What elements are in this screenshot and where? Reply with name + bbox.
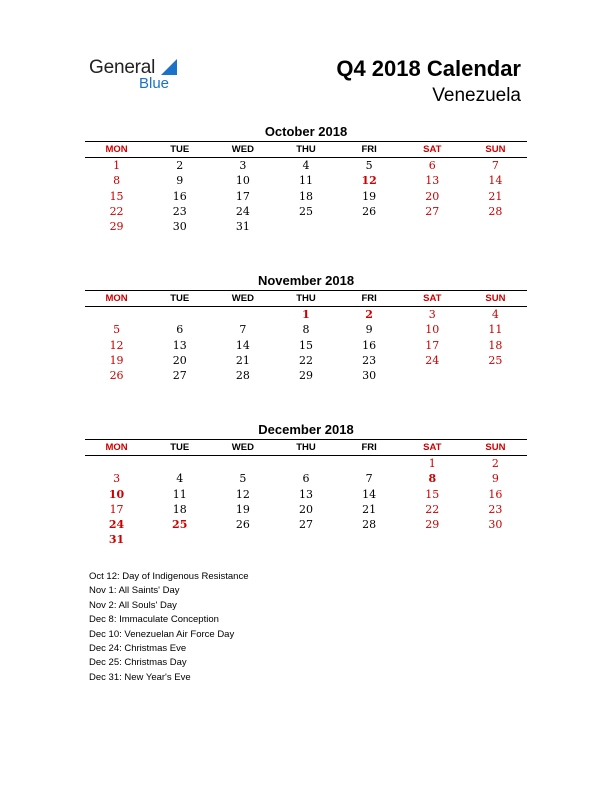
- day-cell: 26: [362, 204, 377, 218]
- week-row: [85, 502, 527, 517]
- week-row: [85, 353, 527, 368]
- day-cell: 16: [488, 487, 503, 501]
- day-cell: 16: [172, 189, 187, 203]
- weekday-header-row: [85, 439, 527, 456]
- day-cell: [464, 219, 527, 234]
- day-cell: [85, 456, 148, 471]
- weekday-header: THU: [296, 144, 316, 155]
- week-row: [85, 173, 527, 188]
- logo-text-general: General: [89, 57, 156, 78]
- day-cell: 11: [172, 487, 187, 501]
- day-cell: 6: [302, 472, 310, 486]
- weekday-header: THU: [296, 293, 316, 304]
- day-cell: 25: [172, 518, 188, 532]
- day-cell: 28: [235, 369, 250, 383]
- day-cell: [338, 456, 401, 471]
- day-cell: 3: [239, 159, 247, 172]
- day-cell: [464, 368, 527, 383]
- day-cell: 18: [298, 189, 313, 203]
- week-row: [85, 219, 527, 234]
- day-cell: 9: [176, 174, 184, 188]
- day-cell: 24: [108, 518, 125, 532]
- day-cell: 20: [425, 189, 440, 203]
- day-cell: 13: [172, 338, 187, 352]
- day-cell: 18: [172, 502, 187, 516]
- weekday-header: WED: [231, 442, 254, 453]
- day-cell: 10: [425, 323, 440, 337]
- day-cell: 24: [235, 204, 250, 218]
- day-cell: 9: [365, 323, 373, 337]
- weekday-header: SUN: [485, 144, 506, 155]
- holiday-entry: Dec 8: Immaculate Conception: [89, 614, 219, 626]
- weekday-header: THU: [296, 442, 316, 453]
- day-cell: 27: [425, 204, 440, 218]
- day-cell: 22: [109, 204, 124, 218]
- day-cell: 7: [365, 472, 373, 486]
- weekday-header: SUN: [485, 442, 506, 453]
- day-cell: [401, 368, 464, 383]
- day-cell: 13: [425, 174, 440, 188]
- day-cell: [148, 532, 211, 547]
- day-cell: 21: [235, 353, 250, 367]
- day-cell: 15: [109, 189, 124, 203]
- day-cell: 20: [298, 502, 313, 516]
- day-cell: 31: [235, 220, 250, 234]
- day-cell: 29: [109, 220, 124, 234]
- page-title: Q4 2018 Calendar: [336, 56, 521, 81]
- day-cell: 23: [172, 204, 187, 218]
- week-row: [85, 189, 527, 204]
- day-cell: 1: [113, 159, 121, 172]
- holiday-entry: Dec 25: Christmas Day: [89, 657, 187, 669]
- month-calendar: [85, 123, 527, 234]
- weekday-header: SAT: [423, 293, 442, 304]
- weekday-header: TUE: [170, 293, 190, 304]
- day-cell: 3: [428, 308, 436, 321]
- weekday-header: WED: [231, 144, 254, 155]
- day-cell: 5: [113, 323, 121, 337]
- day-cell: 22: [298, 353, 313, 367]
- day-cell: 2: [176, 159, 184, 172]
- day-cell: 5: [239, 472, 247, 486]
- month-calendar: [85, 421, 527, 548]
- day-cell: 7: [239, 323, 247, 337]
- weekday-header: MON: [105, 442, 128, 453]
- day-cell: 21: [488, 189, 503, 203]
- holiday-entry: Dec 10: Venezuelan Air Force Day: [89, 628, 235, 640]
- holiday-entry: Oct 12: Day of Indigenous Resistance: [89, 571, 249, 582]
- day-cell: 6: [176, 323, 184, 337]
- day-cell: 14: [235, 338, 250, 352]
- week-row: [85, 368, 527, 383]
- day-cell: 13: [298, 487, 313, 501]
- weekday-header: SUN: [485, 293, 506, 304]
- week-row: [85, 338, 527, 353]
- week-row: [85, 487, 527, 502]
- month-title: November 2018: [257, 273, 355, 288]
- day-cell: [274, 532, 337, 547]
- day-cell: 17: [425, 338, 440, 352]
- day-cell: 30: [362, 369, 377, 383]
- day-cell: 27: [172, 369, 187, 383]
- week-row: [85, 532, 527, 547]
- week-row: [85, 322, 527, 337]
- day-cell: 1: [428, 457, 436, 470]
- day-cell: 4: [176, 472, 184, 486]
- day-cell: 12: [235, 487, 250, 501]
- weekday-header: SAT: [423, 442, 442, 453]
- day-cell: 20: [172, 353, 187, 367]
- weekday-header: TUE: [170, 442, 190, 453]
- day-cell: 17: [109, 502, 124, 516]
- day-cell: 1: [302, 308, 310, 321]
- weekday-header: TUE: [170, 144, 190, 155]
- day-cell: 12: [361, 174, 377, 188]
- day-cell: [211, 456, 274, 471]
- brand-logo: [89, 55, 189, 95]
- day-cell: 5: [365, 159, 373, 172]
- day-cell: 21: [362, 502, 377, 516]
- week-row: [85, 158, 527, 173]
- day-cell: 8: [113, 174, 121, 188]
- day-cell: 4: [302, 159, 310, 172]
- day-cell: 10: [108, 487, 125, 501]
- week-row: [85, 204, 527, 219]
- logo-text-blue: Blue: [139, 75, 170, 92]
- holiday-entry: Dec 31: New Year's Eve: [89, 671, 191, 683]
- weekday-header-row: [85, 290, 527, 307]
- day-cell: 25: [298, 204, 313, 218]
- day-cell: 7: [491, 159, 499, 172]
- day-cell: 28: [362, 518, 377, 532]
- day-cell: 28: [488, 204, 503, 218]
- week-row: [85, 456, 527, 471]
- day-cell: 2: [491, 457, 499, 470]
- month-calendar: [85, 272, 527, 383]
- day-cell: 6: [428, 159, 436, 172]
- day-cell: 15: [298, 338, 313, 352]
- day-cell: 26: [235, 518, 250, 532]
- weekday-header: MON: [105, 293, 128, 304]
- day-cell: [338, 532, 401, 547]
- logo-triangle-icon: [161, 59, 177, 75]
- day-cell: 18: [488, 338, 503, 352]
- day-cell: 12: [109, 338, 124, 352]
- day-cell: [401, 532, 464, 547]
- week-row: [85, 307, 527, 322]
- day-cell: 16: [362, 338, 377, 352]
- day-cell: 4: [491, 308, 499, 321]
- day-cell: 11: [298, 174, 313, 188]
- day-cell: 24: [425, 353, 440, 367]
- day-cell: [85, 307, 148, 322]
- day-cell: [338, 219, 401, 234]
- day-cell: 10: [235, 174, 250, 188]
- country-subtitle: Venezuela: [432, 85, 521, 106]
- holiday-entry: Nov 1: All Saints' Day: [89, 585, 180, 597]
- weekday-header: FRI: [361, 144, 377, 155]
- day-cell: [211, 532, 274, 547]
- weekday-header-row: [85, 141, 527, 158]
- holiday-list: [89, 570, 248, 685]
- day-cell: 11: [488, 323, 503, 337]
- day-cell: 29: [298, 369, 313, 383]
- day-cell: [464, 532, 527, 547]
- day-cell: [148, 307, 211, 322]
- day-cell: [274, 219, 337, 234]
- day-cell: 29: [425, 518, 440, 532]
- day-cell: 30: [172, 220, 187, 234]
- week-row: [85, 517, 527, 532]
- day-cell: 19: [362, 189, 377, 203]
- day-cell: 23: [362, 353, 377, 367]
- weekday-header: FRI: [361, 442, 377, 453]
- day-cell: 15: [425, 487, 440, 501]
- day-cell: 8: [428, 472, 437, 486]
- day-cell: 19: [235, 502, 250, 516]
- day-cell: 23: [488, 502, 503, 516]
- day-cell: 30: [488, 518, 503, 532]
- weekday-header: FRI: [361, 293, 377, 304]
- day-cell: 17: [235, 189, 250, 203]
- day-cell: 22: [425, 502, 440, 516]
- holiday-entry: Dec 24: Christmas Eve: [89, 643, 187, 655]
- weekday-header: SAT: [423, 144, 442, 155]
- day-cell: 9: [491, 472, 499, 486]
- day-cell: 8: [302, 323, 310, 337]
- day-cell: [211, 307, 274, 322]
- day-cell: 26: [109, 369, 124, 383]
- day-cell: 3: [113, 472, 121, 486]
- day-cell: [148, 456, 211, 471]
- day-cell: [401, 219, 464, 234]
- day-cell: 14: [488, 174, 503, 188]
- month-title: October 2018: [264, 124, 348, 139]
- day-cell: [274, 456, 337, 471]
- day-cell: 19: [109, 353, 124, 367]
- month-title: December 2018: [258, 422, 354, 437]
- day-cell: 31: [108, 533, 125, 547]
- weekday-header: WED: [231, 293, 254, 304]
- day-cell: 14: [362, 487, 377, 501]
- day-cell: 27: [298, 518, 313, 532]
- day-cell: 2: [365, 308, 373, 321]
- week-row: [85, 471, 527, 486]
- weekday-header: MON: [105, 144, 128, 155]
- holiday-entry: Nov 2: All Souls' Day: [89, 599, 177, 611]
- day-cell: 25: [488, 353, 503, 367]
